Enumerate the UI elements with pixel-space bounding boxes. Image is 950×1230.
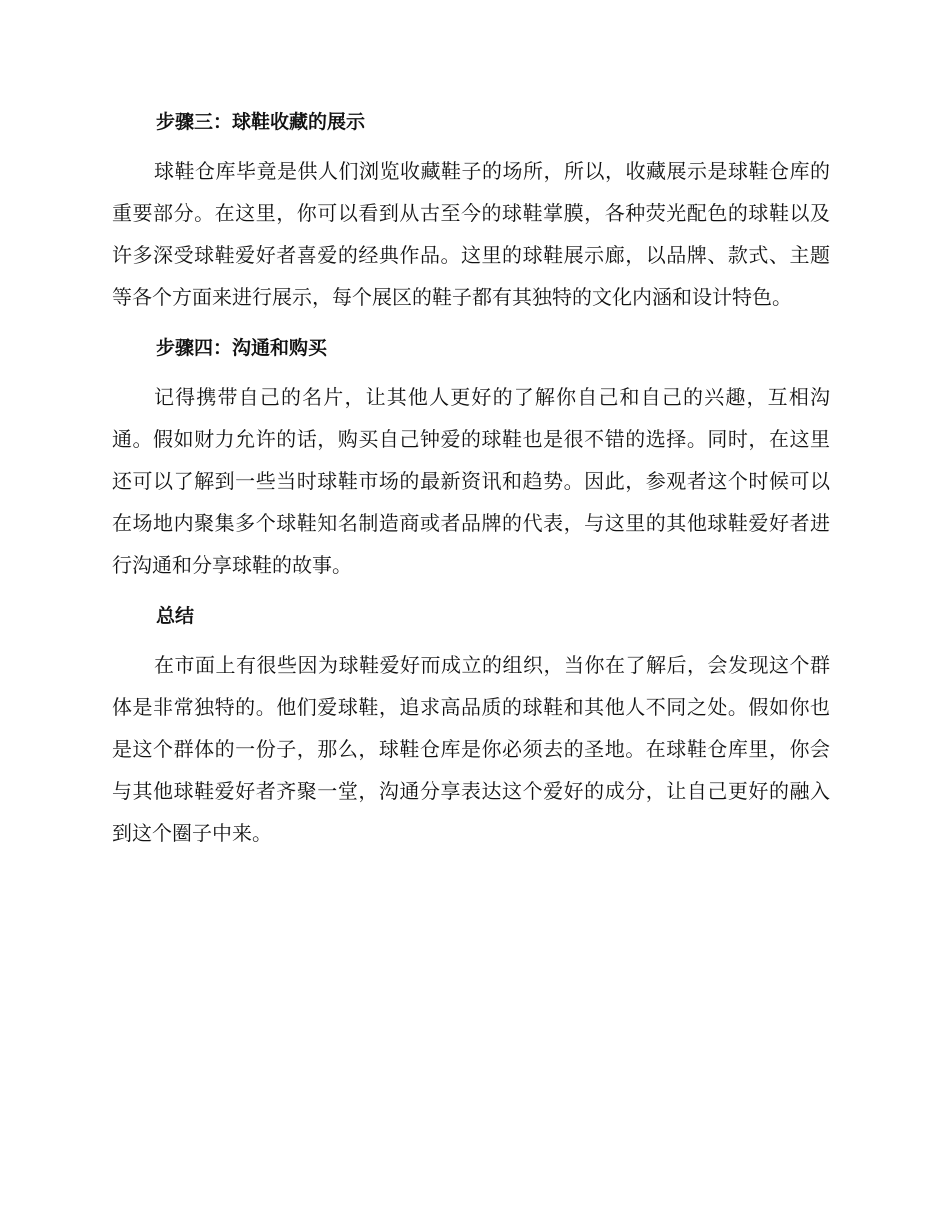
document-body bbox=[112, 108, 830, 854]
section-paragraph-step-4: 记得携带自己的名片，让其他人更好的了解你自己和自己的兴趣，互相沟通。假如财力允许的话，购买自己钟爱的球鞋也是很不错的选择。同时，在这里还可以了解到一些当时球鞋市场的最新资讯和趋势。因此，参观者这个时候可以在场地内聚集多个球鞋知名制造商或者品牌的代表，与这里的其他球鞋爱好者进行沟通和分享球鞋的故事。 bbox=[112, 385, 830, 577]
section-heading-step-3: 步骤三：球鞋收藏的展示 bbox=[156, 111, 366, 133]
section-heading-summary: 总结 bbox=[156, 605, 195, 627]
section-paragraph-step-3: 球鞋仓库毕竟是供人们浏览收藏鞋子的场所，所以，收藏展示是球鞋仓库的重要部分。在这里，你可以看到从古至今的球鞋掌膜，各种荧光配色的球鞋以及许多深受球鞋爱好者喜爱的经典作品。这里的球鞋展示廊，以品牌、款式、主题等各个方面来进行展示，每个展区的鞋子都有其独特的文化内涵和设计特色。 bbox=[112, 159, 830, 309]
section-heading-step-4: 步骤四：沟通和购买 bbox=[156, 337, 328, 359]
section-paragraph-summary: 在市面上有很些因为球鞋爱好而成立的组织，当你在了解后，会发现这个群体是非常独特的。他们爱球鞋，追求高品质的球鞋和其他人不同之处。假如你也是这个群体的一份子，那么，球鞋仓库是你必须去的圣地。在球鞋仓库里，你会与其他球鞋爱好者齐聚一堂，沟通分享表达这个爱好的成分，让自己更好的融入到这个圈子中来。 bbox=[112, 653, 830, 845]
